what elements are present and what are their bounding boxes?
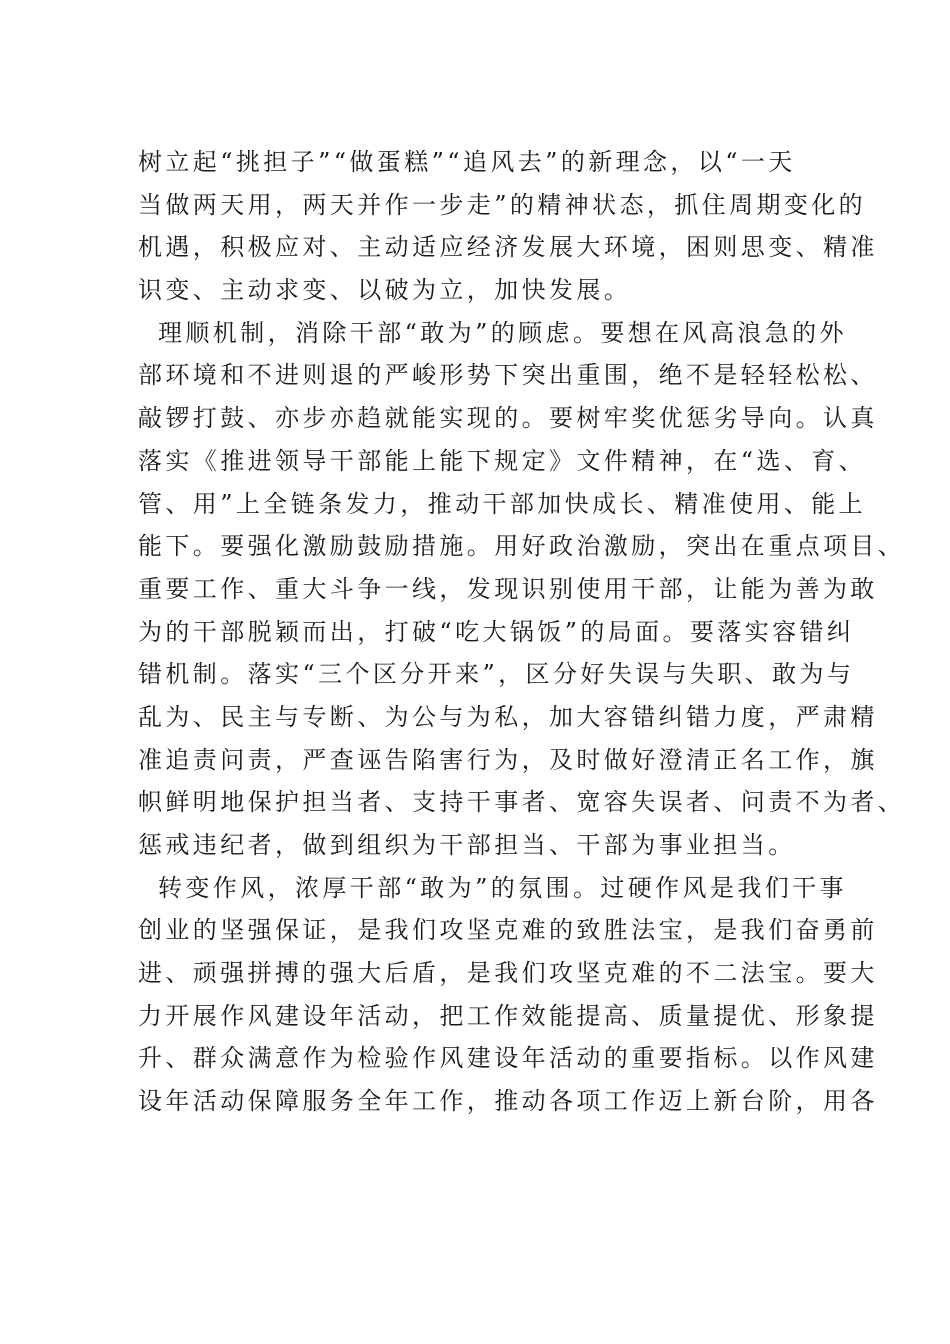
paragraph-heading-line: 转变作风，浓厚干部“敢为”的氛围。过硬作风是我们干事	[158, 873, 847, 902]
text-line: 进、顽强拼搏的强大后盾，是我们攻坚克难的不二法宝。要大	[138, 959, 878, 988]
text-line: 当做两天用，两天并作一步走”的精神状态，抓住周期变化的	[138, 190, 867, 219]
text-line: 部环境和不进则退的严峻形势下突出重围，绝不是轻轻松松、	[138, 361, 878, 390]
text-line: 力开展作风建设年活动，把工作效能提高、质量提优、形象提	[138, 1001, 878, 1030]
text-line: 惩戒违纪者，做到组织为干部担当、干部为事业担当。	[138, 831, 796, 859]
text-line: 乱为、民主与专断、为公与为私，加大容错纠错力度，严肃精	[138, 702, 878, 731]
text-line: 机遇，积极应对、主动适应经济发展大环境，困则思变、精准	[138, 233, 878, 262]
text-line: 落实《推进领导干部能上能下规定》文件精神，在“选、育、	[138, 446, 867, 475]
text-line: 能下。要强化激励鼓励措施。用好政治激励，突出在重点项目、	[138, 532, 906, 561]
text-line: 设年活动保障服务全年工作，推动各项工作迈上新台阶，用各	[138, 1087, 878, 1116]
text-line: 为的干部脱颖而出，打破“吃大锅饭”的局面。要落实容错纠	[138, 617, 855, 646]
text-line: 识变、主动求变、以破为立，加快发展。	[138, 276, 632, 305]
text-line: 创业的坚强保证，是我们攻坚克难的致胜法宝，是我们奋勇前	[138, 916, 878, 945]
text-line: 敲锣打鼓、亦步亦趋就能实现的。要树牢奖优惩劣导向。认真	[138, 404, 878, 433]
text-line: 重要工作、重大斗争一线，发现识别使用干部，让能为善为敢	[138, 574, 878, 603]
text-line: 帜鲜明地保护担当者、支持干事者、宽容失误者、问责不为者、	[138, 788, 906, 817]
text-line: 升、群众满意作为检验作风建设年活动的重要指标。以作风建	[138, 1044, 878, 1073]
text-line: 准追责问责，严查诬告陷害行为，及时做好澄清正名工作，旗	[138, 745, 878, 774]
text-line: 错机制。落实“三个区分开来”，区分好失误与失职、敢为与	[138, 660, 855, 689]
document-body	[138, 141, 906, 1123]
paragraph-heading-line: 理顺机制，消除干部“敢为”的顾虑。要想在风高浪急的外	[158, 318, 847, 347]
text-line: 树立起“挑担子”“做蛋糕”“追风去”的新理念，以“一天	[138, 148, 796, 176]
text-line: 管、用”上全链条发力，推动干部加快成长、精准使用、能上	[138, 489, 867, 518]
